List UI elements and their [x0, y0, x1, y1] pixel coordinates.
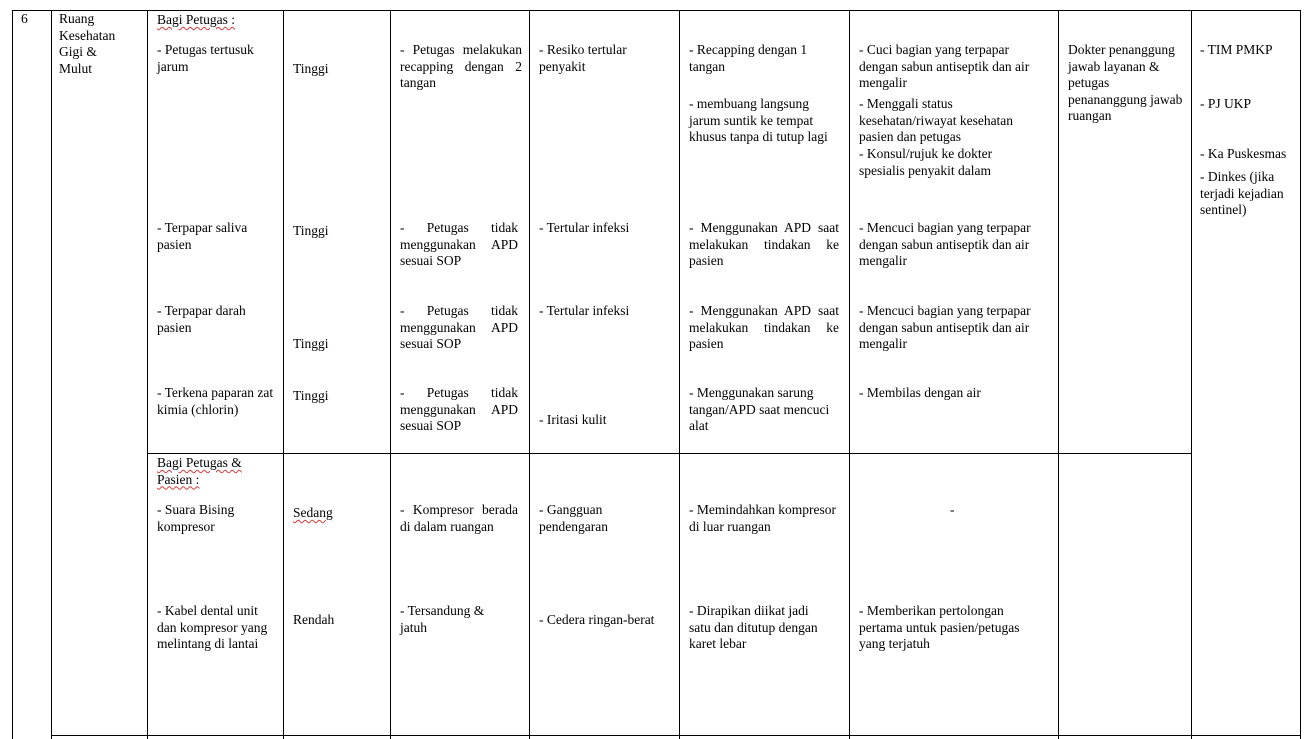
group1-row3-handling: - Mencuci bagian yang terpapar dengan sabun antiseptik dan air mengalir	[859, 303, 1031, 351]
column-divider	[1191, 10, 1192, 739]
group1-row2-handling: - Mencuci bagian yang terpapar dengan sabun antiseptik dan air mengalir	[859, 220, 1031, 268]
group1-row1-level: Tinggi	[293, 61, 329, 76]
group1-row1-handling2: - Menggali status kesehatan/riwayat kesehatan pasien dan petugas	[859, 96, 1014, 144]
group1-row1-prevention2: - membuang langsung jarum suntik ke tempat khusus tanpa di tutup lagi	[689, 96, 828, 144]
group2-row1-prevention: - Memindahkan kompresor di luar ruangan	[689, 502, 836, 534]
group2-row1-level: Sedang	[293, 505, 333, 520]
table-border-left	[12, 10, 13, 739]
group1-row3-hazard: - Terpapar darah pasien	[157, 303, 246, 335]
group1-row1-hazard: - Petugas tertusuk jarum	[157, 42, 254, 74]
reporting-item-3: - Ka Puskesmas	[1200, 146, 1287, 161]
reporting-item-4: - Dinkes (jika terjadi kejadian sentinel)	[1200, 169, 1284, 217]
group2-row1-handling: -	[950, 502, 955, 517]
group2-row2-cause: - Tersandung & jatuh	[400, 603, 485, 635]
group2-row1-cause: - Kompresor berada di dalam ruangan	[400, 502, 518, 534]
unit-name: Ruang Kesehatan Gigi & Mulut	[59, 11, 116, 76]
column-divider	[529, 10, 530, 739]
group2-row2-handling: - Memberikan pertolongan pertama untuk pasien/petugas yang terjatuh	[859, 603, 1020, 651]
group1-row2-cause: - Petugas tidak menggunakan APD sesuai SOP	[400, 220, 518, 268]
column-divider	[147, 10, 148, 739]
group1-row1-prevention1: - Recapping dengan 1 tangan	[689, 42, 808, 74]
group1-row1-handling3: - Konsul/rujuk ke dokter spesialis penyakit dalam	[859, 146, 993, 178]
row-number: 6	[21, 11, 28, 26]
group2-row1-hazard: - Suara Bising kompresor	[157, 502, 235, 534]
group1-row4-risk: - Iritasi kulit	[539, 412, 607, 427]
group2-header: Bagi Petugas & Pasien :	[157, 455, 242, 487]
group-divider	[147, 453, 1192, 454]
group1-row2-hazard: - Terpapar saliva pasien	[157, 220, 248, 252]
group1-header: Bagi Petugas :	[157, 12, 235, 27]
column-divider	[679, 10, 680, 739]
group2-row2-risk: - Cedera ringan-berat	[539, 612, 655, 627]
group1-row1-risk: - Resiko tertular penyakit	[539, 42, 627, 74]
group1-row3-prevention: - Menggunakan APD saat melakukan tindakan ke pasien	[689, 303, 839, 351]
group1-row3-level: Tinggi	[293, 336, 329, 351]
group1-row4-cause: - Petugas tidak menggunakan APD sesuai SOP	[400, 385, 518, 433]
column-divider	[1058, 10, 1059, 739]
group1-row4-prevention: - Menggunakan sarung tangan/APD saat mencuci alat	[689, 385, 830, 433]
group2-row1-risk: - Gangguan pendengaran	[539, 502, 608, 534]
group1-row1-handling1: - Cuci bagian yang terpapar dengan sabun antiseptik dan air mengalir	[859, 42, 1030, 90]
group1-row2-level: Tinggi	[293, 223, 329, 238]
table-border-bottom	[51, 735, 1301, 736]
reporting-item-2: - PJ UKP	[1200, 96, 1252, 111]
group1-row3-cause: - Petugas tidak menggunakan APD sesuai SOP	[400, 303, 518, 351]
table-border-right	[1300, 10, 1301, 739]
group2-row2-level: Rendah	[293, 612, 335, 627]
group1-row2-risk: - Tertular infeksi	[539, 220, 630, 235]
column-divider	[51, 10, 52, 739]
group1-row4-hazard: - Terkena paparan zat kimia (chlorin)	[157, 385, 274, 417]
group1-row2-prevention: - Menggunakan APD saat melakukan tindakan ke pasien	[689, 220, 839, 268]
group1-row3-risk: - Tertular infeksi	[539, 303, 630, 318]
column-divider	[849, 10, 850, 739]
group1-row1-cause: - Petugas melakukan recapping dengan 2 tangan	[400, 42, 522, 90]
group1-row4-handling: - Membilas dengan air	[859, 385, 981, 400]
table-border-top	[12, 10, 1301, 11]
group1-row4-level: Tinggi	[293, 388, 329, 403]
group1-responsible: Dokter penanggung jawab layanan & petugas penananggung jawab ruangan	[1068, 42, 1183, 123]
column-divider	[283, 10, 284, 739]
reporting-item-1: - TIM PMKP	[1200, 42, 1273, 57]
group2-row2-hazard: - Kabel dental unit dan kompresor yang melintang di lantai	[157, 603, 268, 651]
column-divider	[390, 10, 391, 739]
group2-row2-prevention: - Dirapikan diikat jadi satu dan ditutup dengan karet lebar	[689, 603, 818, 651]
